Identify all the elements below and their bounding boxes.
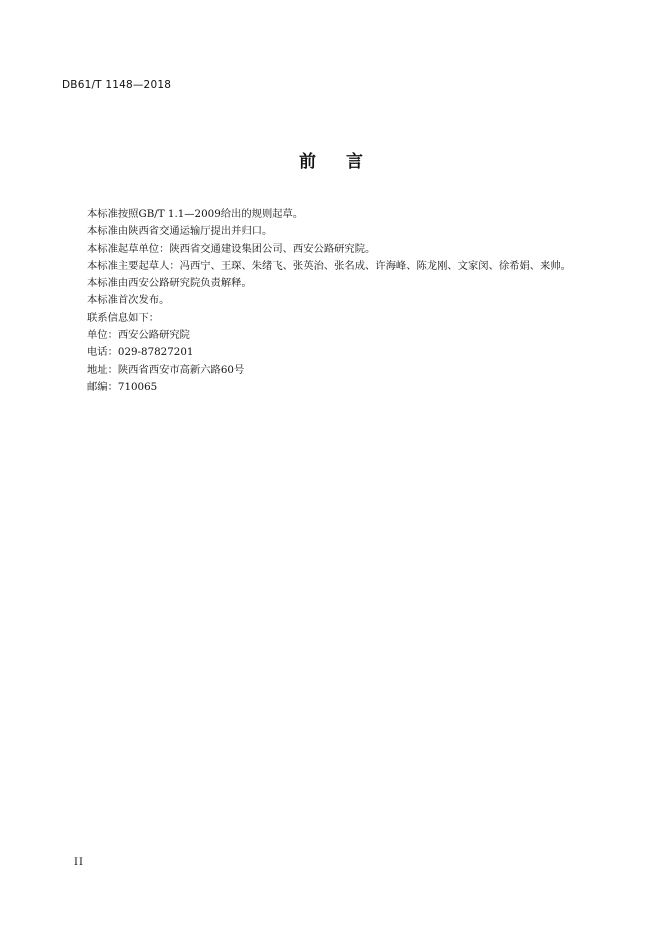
- page-title-part-2: 言: [346, 152, 363, 172]
- contact-phone: 电话：029-87827201: [87, 346, 194, 359]
- page-title: [0, 147, 662, 172]
- contact-address: 地址：陕西省西安市高新六路60号: [87, 363, 245, 376]
- document-code-header: DB61/T 1148—2018: [62, 79, 172, 91]
- paragraph-drafting-rules: 本标准按照GB/T 1.1—2009给出的规则起草。: [87, 208, 304, 220]
- page-number: II: [74, 857, 84, 868]
- page-title-part-1: 前: [299, 152, 316, 172]
- paragraph-proposer: 本标准由陕西省交通运输厅提出并归口。: [87, 225, 273, 238]
- foreword-body: [62, 206, 600, 396]
- paragraph-drafting-units: 本标准起草单位：陕西省交通建设集团公司、西安公路研究院。: [87, 242, 376, 255]
- paragraph-interpretation: 本标准由西安公路研究院负责解释。: [87, 277, 252, 290]
- contact-unit: 单位：西安公路研究院: [87, 329, 190, 342]
- paragraph-first-release: 本标准首次发布。: [87, 294, 170, 307]
- paragraph-drafters: 本标准主要起草人：冯西宁、王琛、朱绪飞、张英治、张名成、许海峰、陈龙刚、文家闵、徐希娟、来帅。: [87, 259, 571, 272]
- contact-postcode: 邮编：710065: [87, 380, 158, 393]
- paragraph-contact-heading: 联系信息如下：: [87, 311, 160, 324]
